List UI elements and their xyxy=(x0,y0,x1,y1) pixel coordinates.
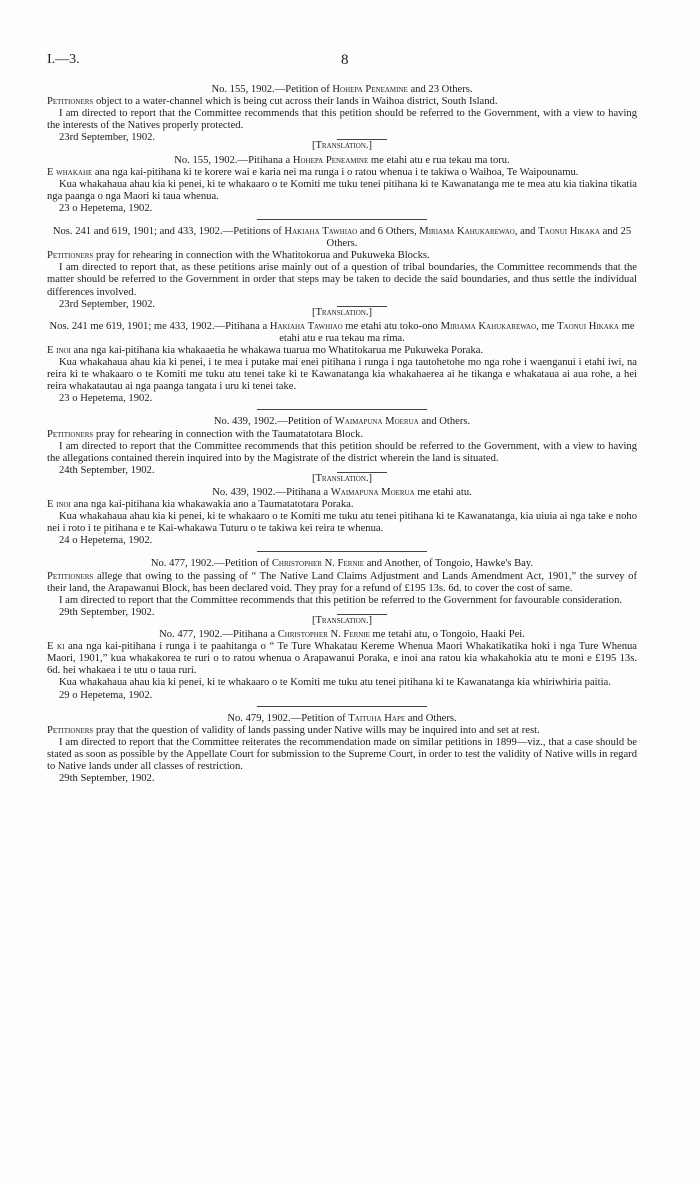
petition-title: No. 155, 1902.—Pitihana a Hohepa Peneamine me etahi atu e rua tekau ma toru. xyxy=(174,154,510,166)
petitioner-name: Waimapuna Moerua xyxy=(330,487,415,498)
petition-prayer: E ki ana nga kai-pitihana i runga i te paahitanga o “ Te Ture Whakatau Kereme Whenua Maori Whakatikatika hoki i nga Ture Whenua Maori, 1901,” kua whakakorea te ruri o to ratou whenua o Arapawanui Poraka, e inoi ana ratou kia whakahokia atu te moni e £195 13s. 6d. hei whakaea i te utu o taua ruri. xyxy=(47,641,637,677)
petition-title: No. 477, 1902.—Pitihana a Christopher N. Fernie me tetahi atu, o Tongoio, Haaki Pei. xyxy=(159,629,525,641)
petition-477-maori xyxy=(47,615,637,707)
short-rule xyxy=(337,614,387,615)
petition-prayer: E whakahe ana nga kai-pitihana ki te korere wai e karia nei ma runga i o ratou whenua i te takiwa o Waihoa, Te Waipounamu. xyxy=(47,166,579,178)
report-date: 24th September, 1902. xyxy=(59,464,155,476)
page-header xyxy=(47,54,637,70)
committee-report: Kua whakahaua ahau kia ki penei, ki te whakaaro o te Komiti me tuku tenei pitihana ki te Kawanatanga me te mea atu kia tiakina tikatia nga paanga o nga Maori ki taua whenua. xyxy=(47,178,637,202)
committee-report: Kua whakahaua ahau kia ki penei, ki te whakaaro o te Komiti me tuku atu tenei pitihana ki te Kawanatanga, kia uiuia ai nga take e noho nei i roto i te pitihana e te Kai-whakawa Tuturu o te takiwa kei reira te whenua. xyxy=(47,511,637,535)
petition-title: Nos. 241 and 619, 1901; and 433, 1902.—Petitions of Hakiaha Tawhiao and 6 Others, Miriama Kahukarewao, and Taonui Hikaka and 25 Others. xyxy=(52,226,632,250)
report-date: 23 o Hepetema, 1902. xyxy=(59,202,153,214)
petition-title: Nos. 241 me 619, 1901; me 433, 1902.—Pitihana a Hakiaha Tawhiao me etahi atu toko-ono Miriama Kahukarewao, me Taonui Hikaka me etahi atu e rua tekau ma rima. xyxy=(49,320,635,344)
petition-prayer: Petitioners pray for rehearing in connection with the Whatitokorua and Pukuweka Blocks. xyxy=(47,250,430,262)
petitioner-name: Hohepa Peneamine xyxy=(332,84,408,95)
petitioner-name: Waimapuna Moerua xyxy=(334,416,419,428)
petitioner-name: Miriama Kahukarewao xyxy=(440,320,537,332)
committee-report: Kua whakahaua ahau kia ki penei, i te mea i putake mai enei pitihana i runga i nga tautohetohe mo nga rohe i waenganui i etahi iwi, na reira ki te whakaaro o te Komiti me tuku atu tenei take ki te Kawanatanga kia whakahaerea ai he tikanga e whakataua ai aua rohe, a hei reira whakatautau ai nga paanga tangata i uru ki tenei take. xyxy=(47,357,637,393)
petitioner-name: Miriama Kahukarewao xyxy=(419,226,515,238)
petitioner-name: Hohepa Peneamine xyxy=(292,154,369,166)
petition-title: No. 439, 1902.—Pitihana a Waimapuna Moerua me etahi atu. xyxy=(212,487,472,498)
petition-241-maori xyxy=(47,307,637,411)
petitioner-name: Taonui Hikaka xyxy=(538,226,600,238)
petitioner-name: Hakiaha Tawhiao xyxy=(284,226,358,238)
report-date: 23rd September, 1902. xyxy=(59,298,156,310)
committee-report: I am directed to report that the Committee recommends that this petition be referred to the Government for favourable consideration. xyxy=(59,594,623,606)
petition-prayer: Petitioners allege that owing to the passing of “ The Native Land Claims Adjustment and Lands Amendment Act, 1901,” the survey of their land, the Arapawanui Block, has been declared void. They pray for a refund of £195 13s. 6d. to cover the cost of same. xyxy=(47,570,637,594)
translation-label: [Translation.] xyxy=(311,306,373,318)
petition-title: No. 439, 1902.—Petition of Waimapuna Moerua and Others. xyxy=(213,416,471,428)
petition-title: No. 479, 1902.—Petition of Taituha Hape and Others. xyxy=(227,712,457,724)
translation-label: [Translation.] xyxy=(311,472,373,484)
petitioner-name: Christopher N. Fernie xyxy=(271,558,365,570)
petition-prayer: Petitioners object to a water-channel which is being cut across their lands in Waihoa district, South Island. xyxy=(47,96,498,108)
petition-439-english xyxy=(47,416,637,476)
petition-prayer: Petitioners pray for rehearing in connection with the Taumatatotara Block. xyxy=(47,428,364,440)
short-rule xyxy=(337,139,387,140)
petition-241-english xyxy=(47,226,637,310)
committee-report: Kua whakahaua ahau kia ki penei, ki te whakaaro o te Komiti me tuku atu tenei pitihana ki te Kawanatanga kia whiriwhiria paitia. xyxy=(59,677,611,689)
petitioner-name: Christopher N. Fernie xyxy=(277,629,370,641)
petition-477-english xyxy=(47,558,637,618)
section-divider xyxy=(257,706,427,707)
report-date: 24 o Hepetema, 1902. xyxy=(59,535,153,547)
section-divider xyxy=(257,409,427,410)
petition-title: No. 155, 1902.—Petition of Hohepa Peneamine and 23 Others. xyxy=(211,84,473,95)
report-date: 23 o Hepetema, 1902. xyxy=(59,393,153,405)
petition-prayer: E inoi ana nga kai-pitihana kia whakaaetia he whakawa tuarua mo Whatitokarua me Pukuweka Poraka. xyxy=(47,344,484,356)
report-date: 29 o Hepetema, 1902. xyxy=(59,689,153,701)
section-divider xyxy=(257,219,427,220)
petitioner-name: Hakiaha Tawhiao xyxy=(269,320,343,332)
petition-479-english xyxy=(47,713,637,786)
report-date: 29th September, 1902. xyxy=(59,606,155,618)
petition-439-maori xyxy=(47,473,637,553)
petitioner-name: Taituha Hape xyxy=(348,712,406,724)
committee-report: I am directed to report that, as these petitions arise mainly out of a question of tribal boundaries, the Committee recommends that the matter should be referred to the Government in order that steps may be taken to decide the said boundaries, and thus settle the individual differences involved. xyxy=(47,262,637,298)
section-divider xyxy=(257,551,427,552)
report-date: 29th September, 1902. xyxy=(59,773,155,785)
committee-report: I am directed to report that the Committee recommends that this petition should be referred to the Government, with a view to having the interests of the Natives properly protected. xyxy=(47,108,637,132)
parliamentary-reference: I.—3. xyxy=(47,52,80,67)
petition-155-maori xyxy=(47,140,637,220)
short-rule xyxy=(337,472,387,473)
petition-155-english xyxy=(47,84,637,144)
translation-label: [Translation.] xyxy=(311,614,373,626)
short-rule xyxy=(337,306,387,307)
petition-title: No. 477, 1902.—Petition of Christopher N. Fernie and Another, of Tongoio, Hawke's Bay. xyxy=(150,558,534,570)
report-date: 23rd September, 1902. xyxy=(59,132,156,144)
petition-prayer: E inoi ana nga kai-pitihana kia whakawakia ano a Taumatatotara Poraka. xyxy=(47,499,354,511)
petitions-body xyxy=(47,82,637,785)
committee-report: I am directed to report that the Committee reiterates the recommendation made on similar petitions in 1899—viz., that a case should be stated as soon as possible by the Appellate Court for submission to the Supreme Court, in order to test the validity of Native wills in regard to Native lands under all classes of restriction. xyxy=(47,736,637,772)
committee-report: I am directed to report that the Committee recommends that this petition should be referred to the Government, with a view to having the allegations contained therein inquired into by the Magistrate of the district wherein the land is situated. xyxy=(47,440,637,464)
page-number: 8 xyxy=(341,52,349,68)
petitioner-name: Taonui Hikaka xyxy=(557,320,619,332)
petition-prayer: Petitioners pray that the question of validity of lands passing under Native wills may be inquired into and set at rest. xyxy=(47,724,540,736)
translation-label: [Translation.] xyxy=(311,140,373,152)
